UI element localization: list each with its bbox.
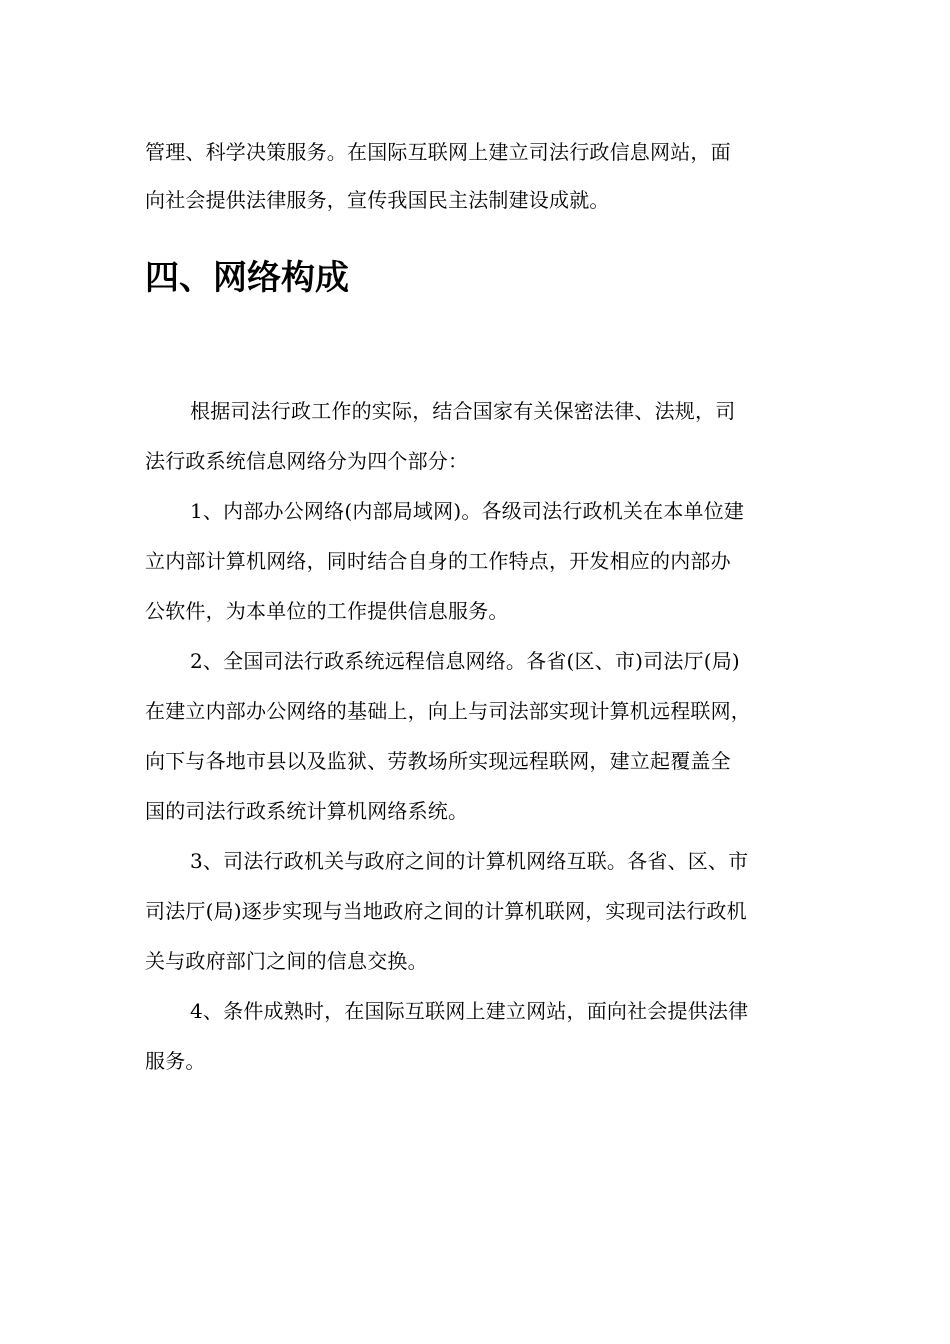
paragraph-3-line-2: 在建立内部办公网络的基础上，向上与司法部实现计算机远程联网， xyxy=(145,699,751,723)
section-heading: 四、网络构成 xyxy=(145,258,349,298)
paragraph-2-line-1: 1、内部办公网络(内部局域网)。各级司法行政机关在本单位建 xyxy=(190,499,745,523)
paragraph-2-line-3: 公软件，为本单位的工作提供信息服务。 xyxy=(145,599,509,623)
paragraph-3-line-1: 2、全国司法行政系统远程信息网络。各省(区、市)司法厅(局) xyxy=(190,649,740,673)
paragraph-1-line-2: 法行政系统信息网络分为四个部分： xyxy=(145,449,469,473)
paragraph-4-line-1: 3、司法行政机关与政府之间的计算机网络互联。各省、区、市 xyxy=(190,849,749,873)
intro-line-1: 管理、科学决策服务。在国际互联网上建立司法行政信息网站，面 xyxy=(145,140,731,164)
paragraph-1-line-1: 根据司法行政工作的实际，结合国家有关保密法律、法规，司 xyxy=(190,399,736,423)
paragraph-5-line-1: 4、条件成熟时，在国际互联网上建立网站，面向社会提供法律 xyxy=(190,999,749,1023)
paragraph-4-line-2: 司法厅(局)逐步实现与当地政府之间的计算机联网，实现司法行政机 xyxy=(145,899,747,923)
paragraph-2-line-2: 立内部计算机网络，同时结合自身的工作特点，开发相应的内部办 xyxy=(145,549,731,573)
paragraph-4-line-3: 关与政府部门之间的信息交换。 xyxy=(145,949,428,973)
paragraph-3-line-4: 国的司法行政系统计算机网络系统。 xyxy=(145,799,469,823)
paragraph-3-line-3: 向下与各地市县以及监狱、劳教场所实现远程联网，建立起覆盖全 xyxy=(145,749,731,773)
intro-line-2: 向社会提供法律服务，宣传我国民主法制建设成就。 xyxy=(145,188,610,212)
paragraph-5-line-2: 服务。 xyxy=(145,1049,206,1073)
